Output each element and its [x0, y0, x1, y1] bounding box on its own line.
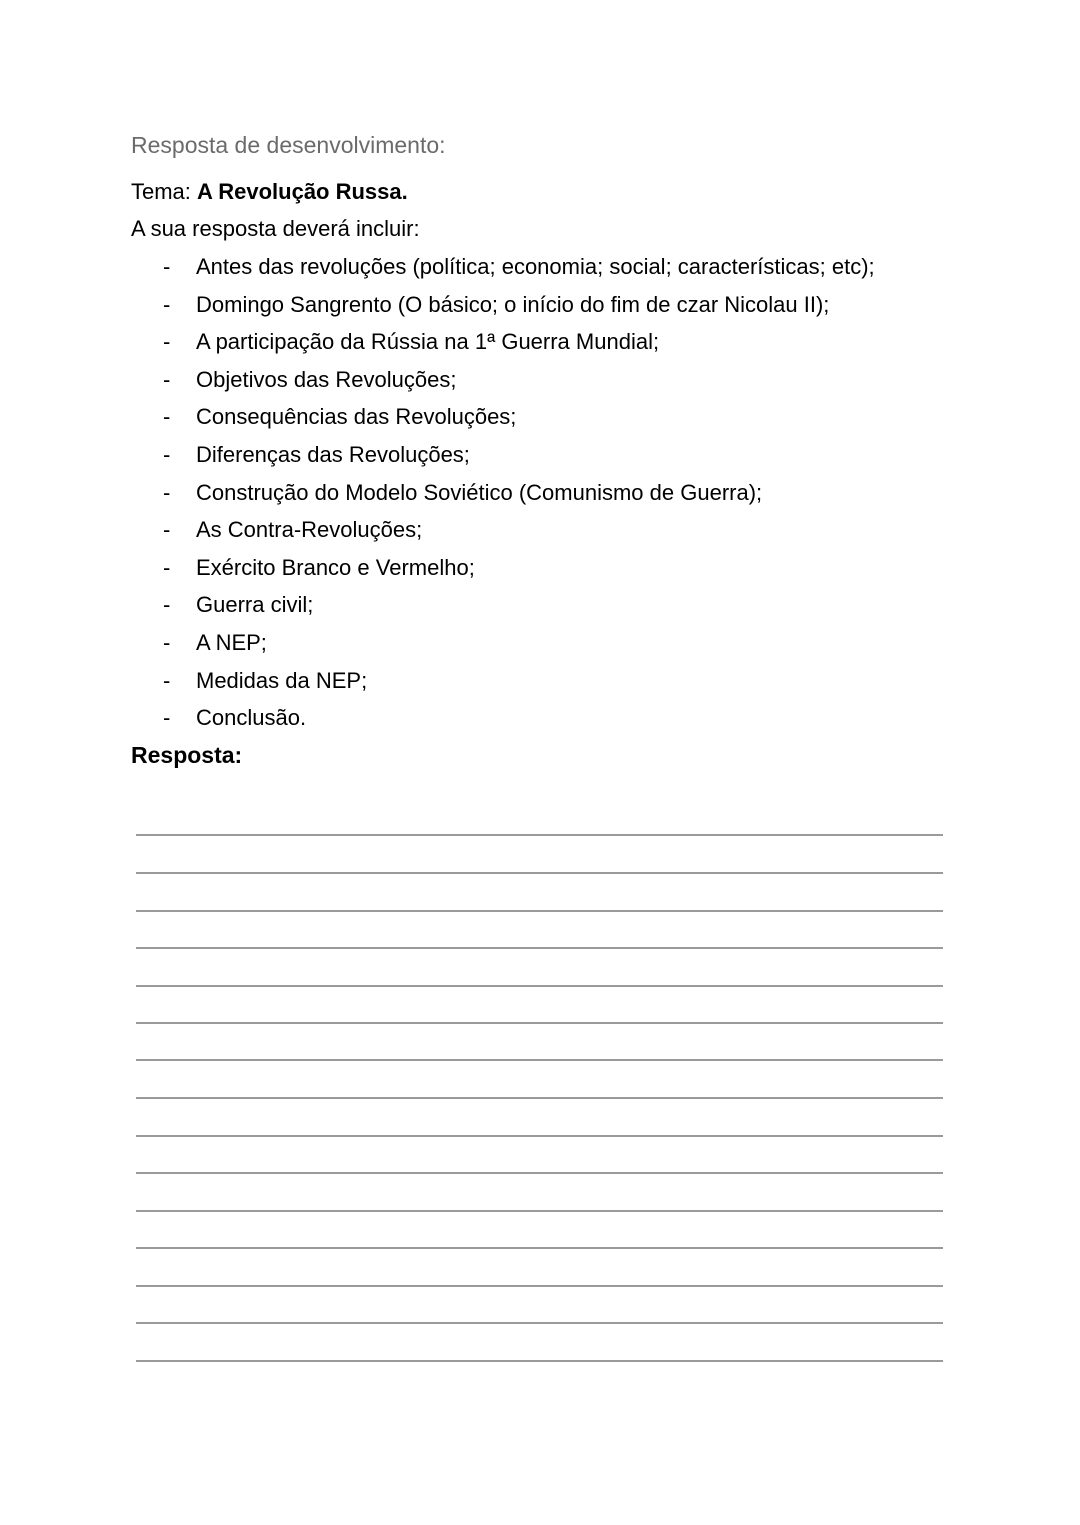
bullet-dash: - — [163, 366, 171, 392]
writing-line[interactable] — [136, 1322, 943, 1324]
answer-writing-area[interactable] — [136, 834, 943, 1364]
writing-line[interactable] — [136, 947, 943, 949]
list-item-text: Objetivos das Revoluções; — [196, 366, 457, 392]
bullet-dash: - — [163, 254, 171, 279]
writing-line[interactable] — [136, 1360, 943, 1362]
list-item-text: Exército Branco e Vermelho; — [196, 554, 475, 580]
writing-line[interactable] — [136, 872, 943, 874]
list-item-text: Conclusão. — [196, 705, 307, 731]
writing-line[interactable] — [136, 1059, 943, 1061]
writing-line[interactable] — [136, 910, 943, 912]
answer-label: Resposta: — [131, 742, 243, 768]
writing-line[interactable] — [136, 1097, 943, 1099]
writing-line[interactable] — [136, 985, 943, 987]
writing-line[interactable] — [136, 1135, 943, 1137]
writing-line[interactable] — [136, 1285, 943, 1287]
bullet-dash: - — [163, 517, 171, 543]
topic-label: Tema: — [131, 179, 191, 204]
writing-line[interactable] — [136, 834, 943, 836]
writing-line[interactable] — [136, 1210, 943, 1212]
list-item-text: Consequências das Revoluções; — [196, 404, 517, 430]
bullet-dash: - — [163, 667, 171, 693]
topic-line — [131, 177, 408, 207]
list-item-text: Antes das revoluções (política; economia; social; características; etc); — [196, 254, 875, 279]
bullet-dash: - — [163, 291, 171, 317]
bullet-dash: - — [163, 705, 171, 731]
bullet-dash: - — [163, 554, 171, 580]
bullet-dash: - — [163, 441, 171, 467]
section-label: Resposta de desenvolvimento: — [131, 132, 446, 158]
bullet-dash: - — [163, 479, 171, 505]
bullet-dash: - — [163, 404, 171, 430]
bullet-dash: - — [163, 629, 171, 655]
list-item-text: A NEP; — [196, 629, 267, 655]
topic-title: A Revolução Russa. — [197, 179, 408, 204]
bullet-dash: - — [163, 329, 171, 355]
instruction-text: A sua resposta deverá incluir: — [131, 216, 420, 241]
writing-line[interactable] — [136, 1172, 943, 1174]
list-item-text: Medidas da NEP; — [196, 667, 368, 693]
list-item-text: Construção do Modelo Soviético (Comunismo de Guerra); — [196, 479, 763, 505]
writing-line[interactable] — [136, 1247, 943, 1249]
list-item-text: Domingo Sangrento (O básico; o início do fim de czar Nicolau II); — [196, 291, 830, 317]
bullet-dash: - — [163, 592, 171, 618]
list-item-text: Diferenças das Revoluções; — [196, 441, 470, 467]
list-item-text: A participação da Rússia na 1ª Guerra Mundial; — [196, 329, 660, 355]
writing-line[interactable] — [136, 1022, 943, 1024]
list-item-text: As Contra-Revoluções; — [196, 517, 423, 543]
list-item-text: Guerra civil; — [196, 592, 314, 618]
